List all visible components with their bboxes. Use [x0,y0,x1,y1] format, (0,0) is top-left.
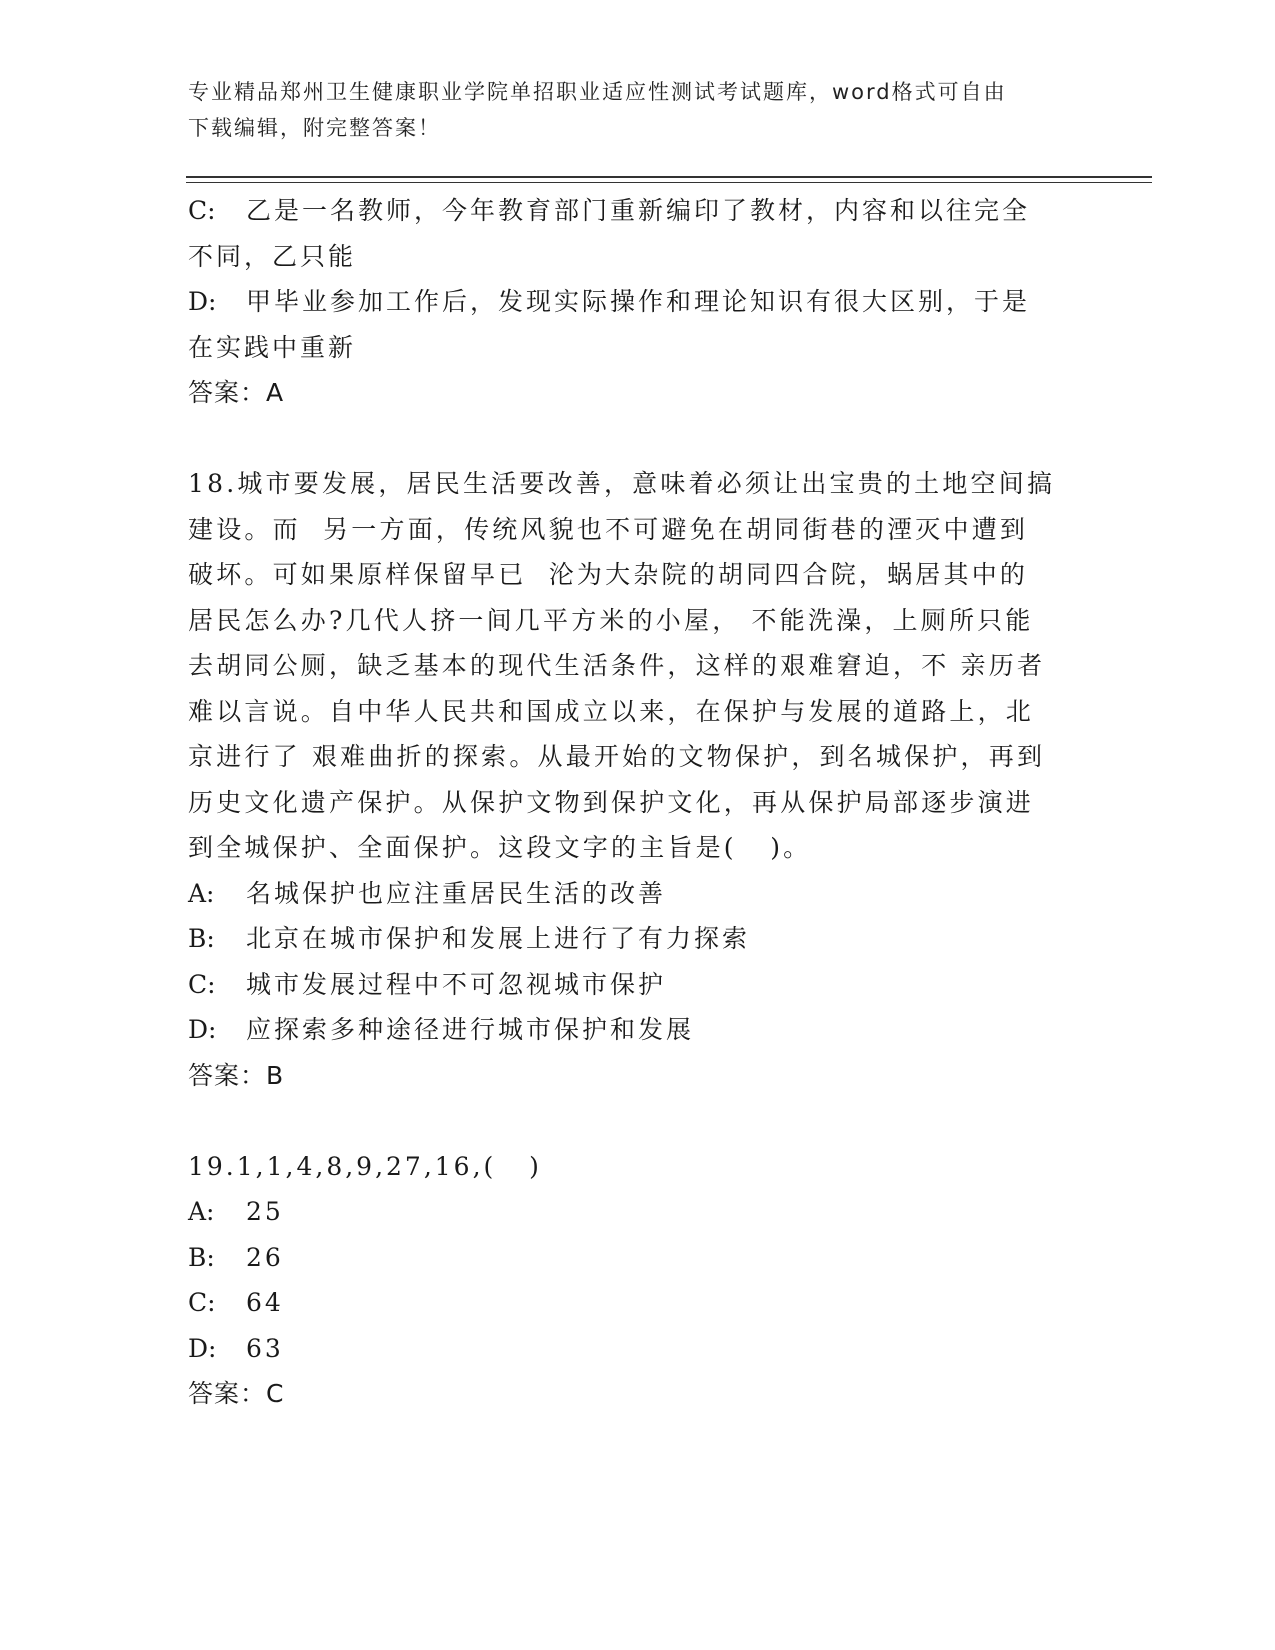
question-stem-line: 到全城保护、全面保护。这段文字的主旨是( )。 [188,833,812,862]
option-row [188,1280,1088,1326]
option-row [188,1189,1088,1235]
question-stem-line: 18.城市要发展，居民生活要改善，意味着必须让出宝贵的土地空间搞 [188,469,1056,498]
question-stem-line: 破坏。可如果原样保留早已 沦为大杂院的胡同四合院，蜗居其中的 [188,560,1029,589]
option-text: 乙是一名教师，今年教育部门重新编印了教材，内容和以往完全 [246,196,1031,225]
question-19 [188,1144,1088,1417]
question-18 [188,461,1088,1098]
option-key: C: [188,196,216,225]
question-stem-line: 居民怎么办?几代人挤一间几平方米的小屋， 不能洗澡，上厕所只能 [188,605,1034,635]
option-key: B: [188,924,215,953]
question-17-tail [188,188,1088,416]
question-stem-line: 京进行了 艰难曲折的探索。从最开始的文物保护，到名城保护，再到 [188,742,1046,771]
question-stem-line: 历史文化遗产保护。从保护文物到保护文化，再从保护局部逐步演进 [188,787,1035,817]
option-text: 64 [246,1288,284,1317]
option-key: D: [188,1333,217,1363]
option-text: 26 [246,1242,284,1272]
header-rule-thick [186,176,1152,178]
option-continuation: 不同，乙只能 [188,241,357,271]
header-rule-thin [186,182,1152,183]
option-row [188,1235,1088,1281]
spacer [188,1098,1088,1144]
question-stem-line: 难以言说。自中华人民共和国成立以来，在保护与发展的道路上，北 [188,696,1035,726]
option-key: D: [188,287,217,316]
question-stem-line: 19.1,1,4,8,9,27,16,( ) [188,1151,542,1181]
option-row [188,279,1088,325]
option-key: A: [188,1197,215,1226]
question-stem-line: 建设。而 另一方面，传统风貌也不可避免在胡同街巷的湮灭中遭到 [188,514,1029,544]
option-text: 应探索多种途径进行城市保护和发展 [246,1015,695,1044]
option-text: 63 [246,1333,284,1363]
option-row [188,916,1088,962]
option-row [188,1007,1088,1053]
header-line-1: 专业精品郑州卫生健康职业学院单招职业适应性测试考试题库，word格式可自由 [188,80,1007,104]
option-key: D: [188,1015,217,1044]
option-key: B: [188,1242,215,1272]
question-stem-line: 去胡同公厕，缺乏基本的现代生活条件，这样的艰难窘迫，不 亲历者 [188,651,1046,680]
option-text: 甲毕业参加工作后，发现实际操作和理论知识有很大区别，于是 [246,287,1031,316]
option-key: C: [188,1288,216,1317]
option-key: A: [188,878,215,908]
option-key: C: [188,969,216,999]
document-body [188,188,1088,1417]
option-text: 25 [246,1197,284,1226]
answer-line: 答案：A [188,378,285,407]
answer-line: 答案：B [188,1060,285,1090]
option-row [188,871,1088,917]
option-row [188,188,1088,234]
option-row [188,1326,1088,1372]
option-text: 城市发展过程中不可忽视城市保护 [246,969,667,999]
header-line-2: 下载编辑，附完整答案！ [188,116,441,140]
option-text: 名城保护也应注重居民生活的改善 [246,878,667,908]
spacer [188,416,1088,462]
answer-line: 答案：C [188,1379,285,1408]
page-header [188,74,1068,146]
option-row [188,962,1088,1008]
option-continuation: 在实践中重新 [188,332,357,362]
option-text: 北京在城市保护和发展上进行了有力探索 [246,924,751,953]
